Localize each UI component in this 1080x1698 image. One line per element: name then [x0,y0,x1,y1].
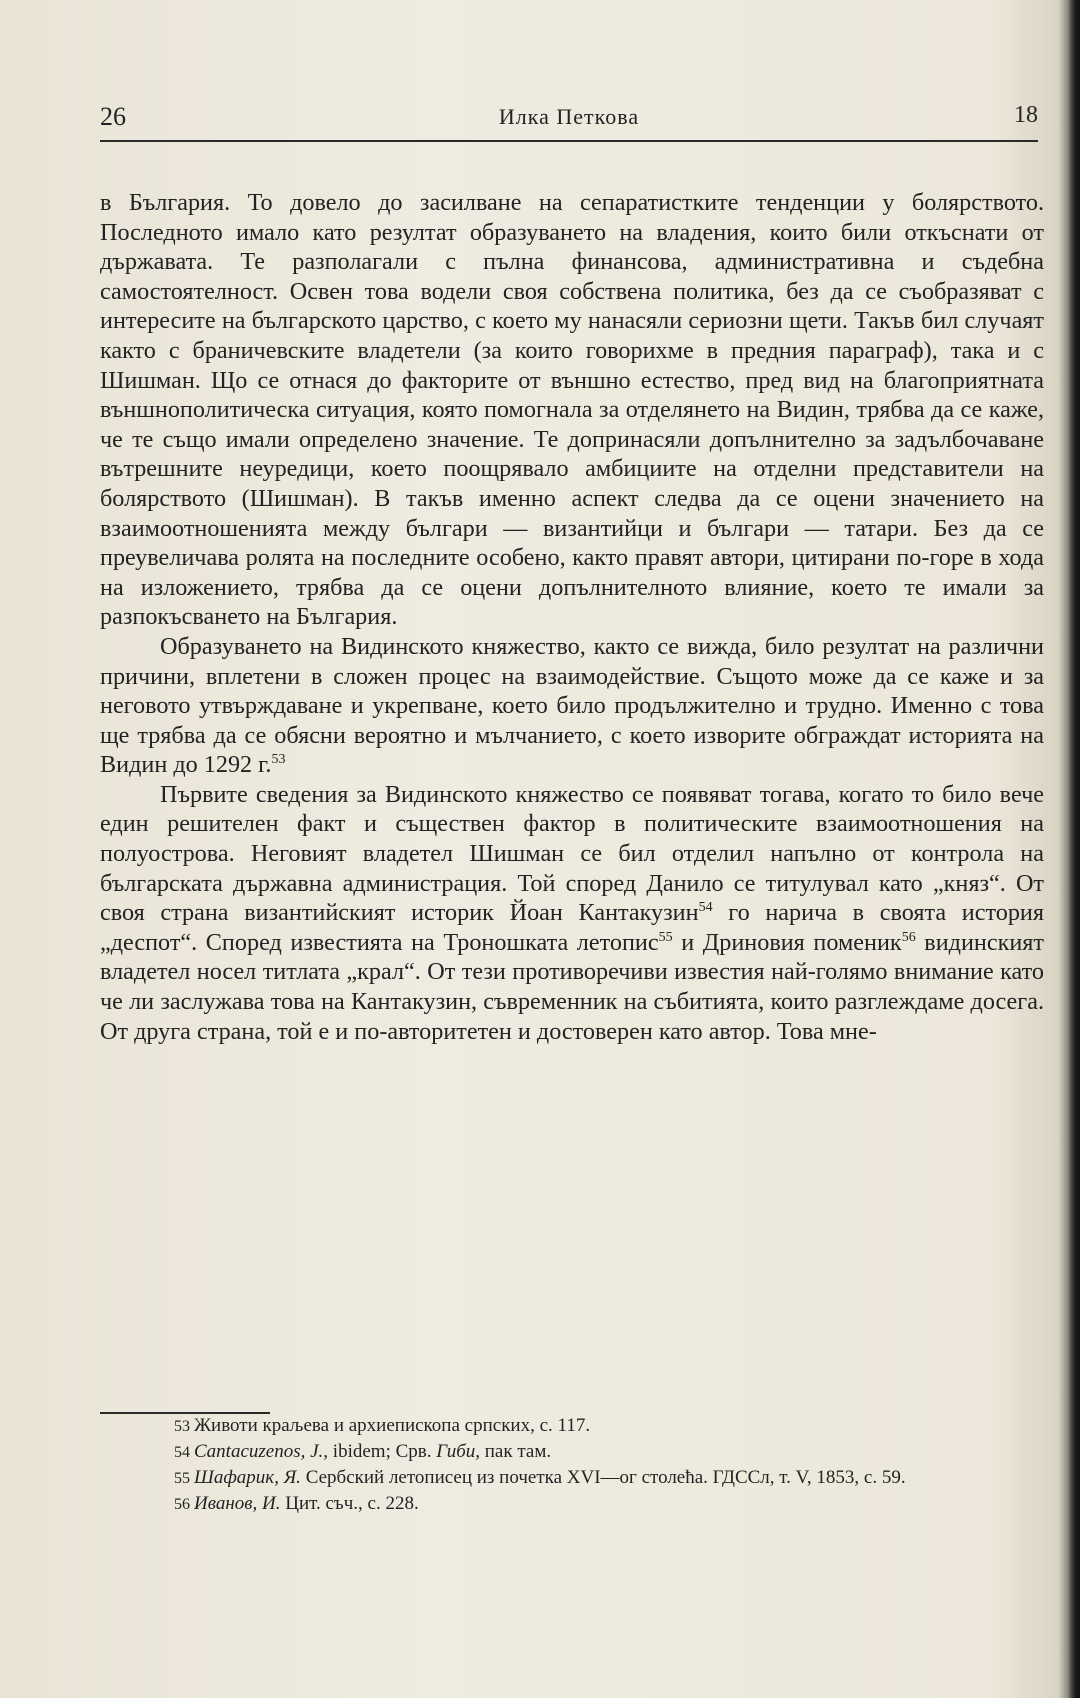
footnote-author: Cantacuzenos, J., [194,1441,329,1462]
paragraph [100,632,1044,780]
paragraph: в България. То довело до засилване на сепаратистките тенденции у болярството. Последното имало като резултат образуването на владения, които били откъснати от държавата. Те разполагали с пълна финансова, административна и съдебна самостоятелност. Освен това водели своя собствена политика, без да се съобразяват с интересите на българското царство, с което му нанасяли сериозни щети. Такъв бил случаят както с браничевските владетели (за които говорихме в предния параграф), така и с Шишман. Що се отнася до факторите от външно естество, пред вид на благоприятната външнополитическа ситуация, която помогнала за отделянето на Видин, трябва да се каже, че те също имали определено значение. Те допринасяли допълнително за задълбочаване вътрешните неуредици, което поощрявало амбициите на отделни представители на болярството (Шишман). В такъв именно аспект следва да се оцени значението на взаимоотношенията между българи — византийци и българи — татари. Без да се преувеличава ролята на последните особено, както правят автори, цитирани по-горе в хода на изложението, трябва да се оцени допълнителното влияние, което те имали за разпокъсването на България. [100,189,1044,631]
footnote-ref: 54 [698,900,713,916]
footnote-number: 56 [174,1496,190,1513]
footnote-number: 55 [174,1470,190,1487]
footnote-text: Цит. съч., с. 228. [280,1493,419,1514]
footnote-author: Гиби, [436,1441,481,1462]
running-title: Илка Петкова [498,104,640,129]
footnote-ref: 55 [658,929,673,945]
footnote-number: 54 [174,1444,190,1461]
main-text [100,188,1044,1046]
page-edge-shadow [1068,0,1080,1698]
footnotes [100,1413,1044,1517]
page-header [100,102,1038,136]
footnote-number: 53 [174,1418,190,1435]
section-number: 18 [1014,102,1038,128]
paragraph-text: видинският владетел носел титлата „крал“. От тези противоречиви известия най-голямо внимание като че ли заслужава това на Кантакузин, съвременник на събитията, които разглеждаме досега. От друга страна, той е и по-авторитетен и достоверен като автор. Това мне- [100,928,1044,1045]
paragraph-text: го нарича в своята история „деспот“. Според известията на Троношката летопис [100,899,1044,956]
footnote [100,1439,1044,1465]
footnote-ref: 56 [901,929,916,945]
paragraph-text: Първите сведения за Видинското княжество се появяват тогава, когато то било вече един решителен факт и съществен фактор в политическите взаимоотношения на полуострова. Неговият владетел Шишман се бил отделил напълно от контрола на българската държавна администрация. Той според Данило се титулувал като „княз“. От своя страна византийският историк Йоан Кантакузин [100,780,1044,927]
paragraph-text: Образуването на Видинското княжество, както се вижда, било резултат на различни причини, вплетени в сложен процес на взаимодействие. Същото може да се каже и за неговото утвърждаване и укрепване, което било продължително и трудно. Именно с това ще трябва да се обясни вероятно и мълчанието, с което изворите обграждат историята на Видин до 1292 г. [100,632,1044,779]
footnote [100,1413,1044,1439]
footnote-text: ibidem; Срв. [328,1441,437,1462]
footnote-text: пак там. [480,1441,552,1462]
footnote-text: Животи краљева и архиепископа српских, с. 117. [194,1415,591,1436]
paragraph [100,780,1044,1046]
footnote-author: Иванов, И. [194,1493,281,1514]
footnote-author: Шафарик, Я. [194,1467,301,1488]
paragraph-text: и Дриновия поменик [672,928,902,956]
footnote [100,1465,1044,1491]
footnote-text: Сербский летописец из почетка XVI—ог столећа. ГДССл, т. V, 1853, с. 59. [300,1467,906,1488]
page-number: 26 [100,102,126,131]
footnote-ref: 53 [271,752,286,768]
header-rule [100,140,1038,142]
footnote [100,1491,1044,1517]
